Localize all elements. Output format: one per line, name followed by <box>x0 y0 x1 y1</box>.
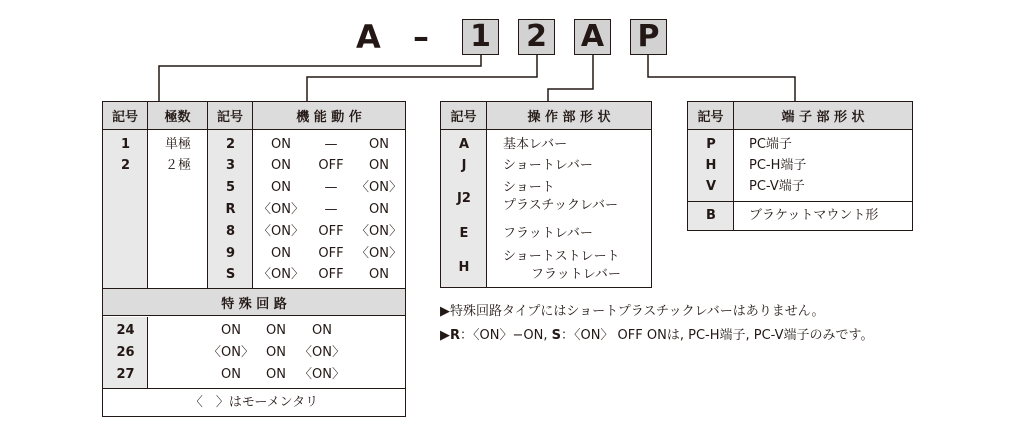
lever-code: J <box>461 158 467 173</box>
special-circuit-header: 特 殊 回 路 <box>103 289 405 316</box>
code-dash: – <box>413 18 429 56</box>
lever-label: フラットレバー <box>503 226 593 241</box>
function-c3: ON <box>369 202 389 217</box>
lever-code: H <box>458 260 470 275</box>
header-function: 機 能 動 作 <box>253 102 405 130</box>
function-c2: OFF <box>318 224 344 239</box>
function-c1: 〈ON〉 <box>258 202 304 217</box>
code-box-function: 2 <box>518 19 555 55</box>
pole-code: 1 <box>120 137 131 152</box>
special-c2: ON <box>266 345 286 360</box>
function-code: 2 <box>225 137 236 152</box>
poles-function-table <box>102 101 406 417</box>
pole-label: 単極 <box>164 137 191 152</box>
note-terminal-restriction <box>440 324 873 343</box>
pole-code: 2 <box>120 158 131 173</box>
function-c2: — <box>324 137 338 152</box>
special-c1: ON <box>221 323 241 338</box>
header-code: 記号 <box>103 102 148 130</box>
function-c3: ON <box>369 137 389 152</box>
function-c1: ON <box>271 180 291 195</box>
function-code: 3 <box>225 158 236 173</box>
code-box-lever: A <box>574 19 611 55</box>
function-c1: 〈ON〉 <box>258 267 304 282</box>
code-box-terminal: P <box>630 19 667 55</box>
terminal-code: V <box>705 179 717 194</box>
special-code: 27 <box>116 367 135 382</box>
note-bullet: ▶ <box>440 328 450 343</box>
special-c2: ON <box>266 323 286 338</box>
lever-label: 基本レバー <box>503 137 568 152</box>
function-code: 5 <box>225 180 236 195</box>
terminal-label: PC端子 <box>749 137 792 152</box>
terminal-label: ブラケットマウント形 <box>749 208 879 223</box>
lever-code: E <box>459 226 469 241</box>
header-code: 記号 <box>688 102 734 130</box>
lever-code: A <box>458 137 470 152</box>
function-code: 8 <box>225 224 236 239</box>
function-code: 9 <box>225 246 236 261</box>
function-c3: 〈ON〉 <box>356 180 402 195</box>
terminal-label: PC-H端子 <box>749 158 807 173</box>
function-c2: OFF <box>318 246 344 261</box>
special-c3: 〈ON〉 <box>299 345 345 360</box>
special-c1: ON <box>221 367 241 382</box>
terminal-code: B <box>706 208 716 223</box>
lever-label: ショートストレート <box>503 249 620 264</box>
function-c3: ON <box>369 267 389 282</box>
terminal-code: H <box>705 158 717 173</box>
pole-label: ２極 <box>164 158 191 173</box>
header-code: 記号 <box>441 102 487 130</box>
function-c1: ON <box>271 137 291 152</box>
header-poles: 極数 <box>148 102 208 130</box>
lever-shape-table <box>440 101 652 288</box>
special-code: 24 <box>116 323 135 338</box>
function-c3: ON <box>369 158 389 173</box>
divider <box>103 388 405 389</box>
function-code: S <box>225 267 236 282</box>
lever-label: ショートレバー <box>503 158 593 173</box>
function-c3: 〈ON〉 <box>356 224 402 239</box>
lever-label: フラットレバー <box>531 267 621 282</box>
function-c1: ON <box>271 158 291 173</box>
function-c3: 〈ON〉 <box>356 246 402 261</box>
function-code: R <box>225 202 236 217</box>
special-c3: 〈ON〉 <box>299 367 345 382</box>
function-c2: OFF <box>318 267 344 282</box>
code-box-poles: 1 <box>462 19 499 55</box>
note-text: ：〈ON〉−ON, <box>460 328 552 343</box>
terminal-label: PC-V端子 <box>749 179 805 194</box>
terminal-code: P <box>706 137 716 152</box>
momentary-footnote: 〈 〉はモーメンタリ <box>189 395 319 410</box>
function-c2: — <box>324 202 338 217</box>
lever-label: プラスチックレバー <box>503 198 619 213</box>
special-c1: 〈ON〉 <box>208 345 254 360</box>
lever-label: ショート <box>503 180 555 195</box>
note-code-r: R <box>450 328 461 343</box>
terminal-shape-table <box>687 101 913 231</box>
function-c1: ON <box>271 246 291 261</box>
header-lever-shape: 操 作 部 形 状 <box>487 102 651 130</box>
header-code-2: 記号 <box>208 102 253 130</box>
lever-code: J2 <box>457 191 471 206</box>
note-code-s: S <box>551 328 561 343</box>
note-text: ：〈ON〉 OFF ONは, PC-H端子, PC-V端子のみです。 <box>560 328 874 343</box>
special-c3: ON <box>312 323 332 338</box>
function-c2: — <box>324 180 338 195</box>
header-terminal-shape: 端 子 部 形 状 <box>734 102 912 130</box>
code-prefix: A <box>356 18 381 56</box>
note-special-circuit: ▶特殊回路タイプにはショートプラスチックレバーはありません。 <box>440 304 825 319</box>
divider <box>688 201 912 202</box>
function-c2: OFF <box>318 158 344 173</box>
function-c1: 〈ON〉 <box>258 224 304 239</box>
special-c2: ON <box>266 367 286 382</box>
special-code: 26 <box>116 345 135 360</box>
